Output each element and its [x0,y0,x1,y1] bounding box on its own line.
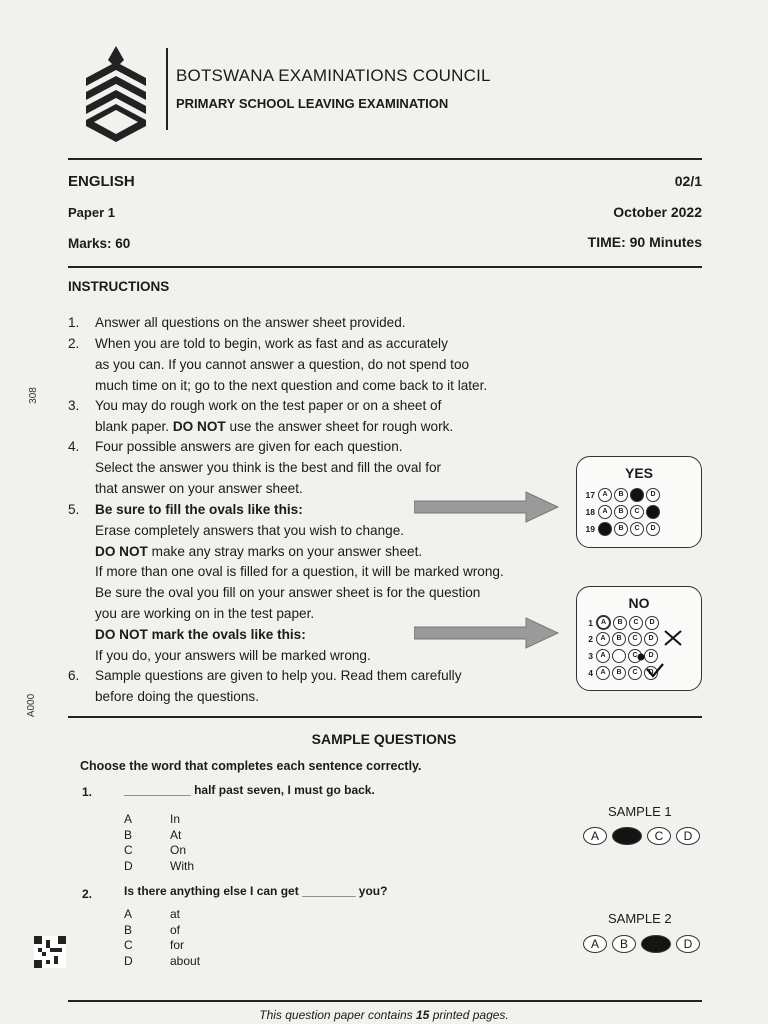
answer-row: 2 A B C D [571,632,660,646]
no-example-box [576,586,702,691]
subject: ENGLISH [68,173,135,190]
question-1-text: __________ half past seven, I must go back. [124,783,375,797]
sample-2-label: SAMPLE 2 [608,911,672,926]
answer-bubble: C [630,505,644,519]
sample-bubble-filled [641,935,671,953]
sample-2-bubbles [583,935,705,953]
arrow-right-icon [414,616,560,650]
answer-bubble: C [629,616,643,630]
dot-mark-icon [635,651,647,663]
sample-bubble-filled [612,827,642,845]
answer-bubble-filled [630,488,644,502]
answer-bubble: B [614,505,628,519]
question-2-number: 2. [82,887,93,901]
sample-questions-heading: SAMPLE QUESTIONS [311,731,457,747]
question-1-option-letters: A B C D [124,812,133,873]
cross-mark-icon [663,629,683,647]
answer-row: 4 A B C D [571,666,660,680]
answer-bubble: B [614,522,628,536]
info-rule [68,266,702,268]
answer-row: 3 A C D [571,649,660,663]
answer-bubble: A [596,666,610,680]
logo-divider [166,48,168,130]
question-1-option-words: In At On With [170,812,194,873]
instruction-5: 5. Be sure to fill the ovals like this: Erase completely answers that you wish to change. DO NOT make any stray marks on your answer sheet. If more than one oval is filled for a question, it will be marked wrong. Be sure the oval you fill on your answer sheet is for the question you are working on in the test paper. DO NOT mark the ovals like this: If you do, your answers will be marked wrong. [68,502,504,663]
header-rule [68,158,702,160]
qr-code-icon [34,936,66,968]
exam-name: PRIMARY SCHOOL LEAVING EXAMINATION [176,96,449,111]
council-name: BOTSWANA EXAMINATIONS COUNCIL [176,66,491,85]
answer-bubble: A [596,632,610,646]
instruction-4: 4. Four possible answers are given for each question. Select the answer you think is the best and fill the oval for that answer on your answer sheet. [68,439,442,496]
answer-bubble: A [598,488,612,502]
answer-bubble-dotted [612,649,626,663]
answer-row: 19 B C D [573,522,662,536]
exam-date: October 2022 [613,204,702,220]
question-2-option-letters: A B C D [124,907,133,968]
answer-row: 18 A B C [573,505,662,519]
sample-bubble: D [676,935,700,953]
answer-row: 17 A B D [573,488,662,502]
yes-example-box [576,456,702,548]
answer-bubble: C [628,649,642,663]
footer-rule [68,1000,702,1002]
sample-bubble: B [612,935,636,953]
yes-title: YES [624,465,653,481]
answer-bubble: D [646,522,660,536]
answer-row: 1 A B C D [571,615,661,630]
question-1-number: 1. [82,785,93,799]
answer-bubble: C [628,632,642,646]
answer-bubble-ticked: C [628,666,642,680]
answer-bubble-filled [646,505,660,519]
answer-bubble: A [598,505,612,519]
page-count-note: This question paper contains 15 printed pages. [259,1008,509,1022]
tick-mark-icon [645,663,665,679]
instructions-heading: INSTRUCTIONS [68,279,170,294]
sample-bubble: D [676,827,700,845]
answer-bubble: B [612,666,626,680]
no-title: NO [628,595,650,611]
answer-bubble: C [630,522,644,536]
sample-bubble: A [583,827,607,845]
answer-bubble-circled: A [596,615,611,630]
question-2-option-words: at of for about [170,907,201,968]
sample-bubble: C [647,827,671,845]
instruction-3: 3. You may do rough work on the test paper or on a sheet of blank paper. DO NOT use the answer sheet for rough work. [68,398,454,434]
instruction-6: 6. Sample questions are given to help you. Read them carefully before doing the questions. [68,668,462,704]
samples-rule [68,716,702,718]
answer-bubble: B [612,632,626,646]
sample-1-bubbles [583,827,705,845]
marks: Marks: 60 [68,236,131,251]
answer-bubble-crossed: D [644,632,658,646]
sample-bubble: A [583,935,607,953]
paper-code: 02/1 [674,173,702,189]
paper-label: Paper 1 [68,205,115,220]
sample-1-label: SAMPLE 1 [608,804,672,819]
answer-bubble: D [644,649,658,663]
answer-bubble: B [614,488,628,502]
arrow-right-icon [414,490,560,524]
answer-bubble-filled [598,522,612,536]
answer-bubble: B [613,616,627,630]
instruction-2: 2. When you are told to begin, work as fast and as accurately as you can. If you cannot answer a question, do not spend too much time on it; go to the next question and come back to it later. [68,336,488,393]
sample-instruction: Choose the word that completes each sentence correctly. [80,759,422,773]
answer-bubble: D [645,616,659,630]
answer-bubble: A [596,649,610,663]
answer-bubble: D [644,666,658,680]
side-code-top: 308 [27,387,39,404]
question-2-text: Is there anything else I can get ________ you? [124,884,388,898]
answer-bubble: D [646,488,660,502]
instruction-1: 1. Answer all questions on the answer sheet provided. [68,315,406,330]
side-code-bottom: A000 [26,693,38,718]
bec-logo [84,46,148,144]
time-allowed: TIME: 90 Minutes [587,234,702,250]
